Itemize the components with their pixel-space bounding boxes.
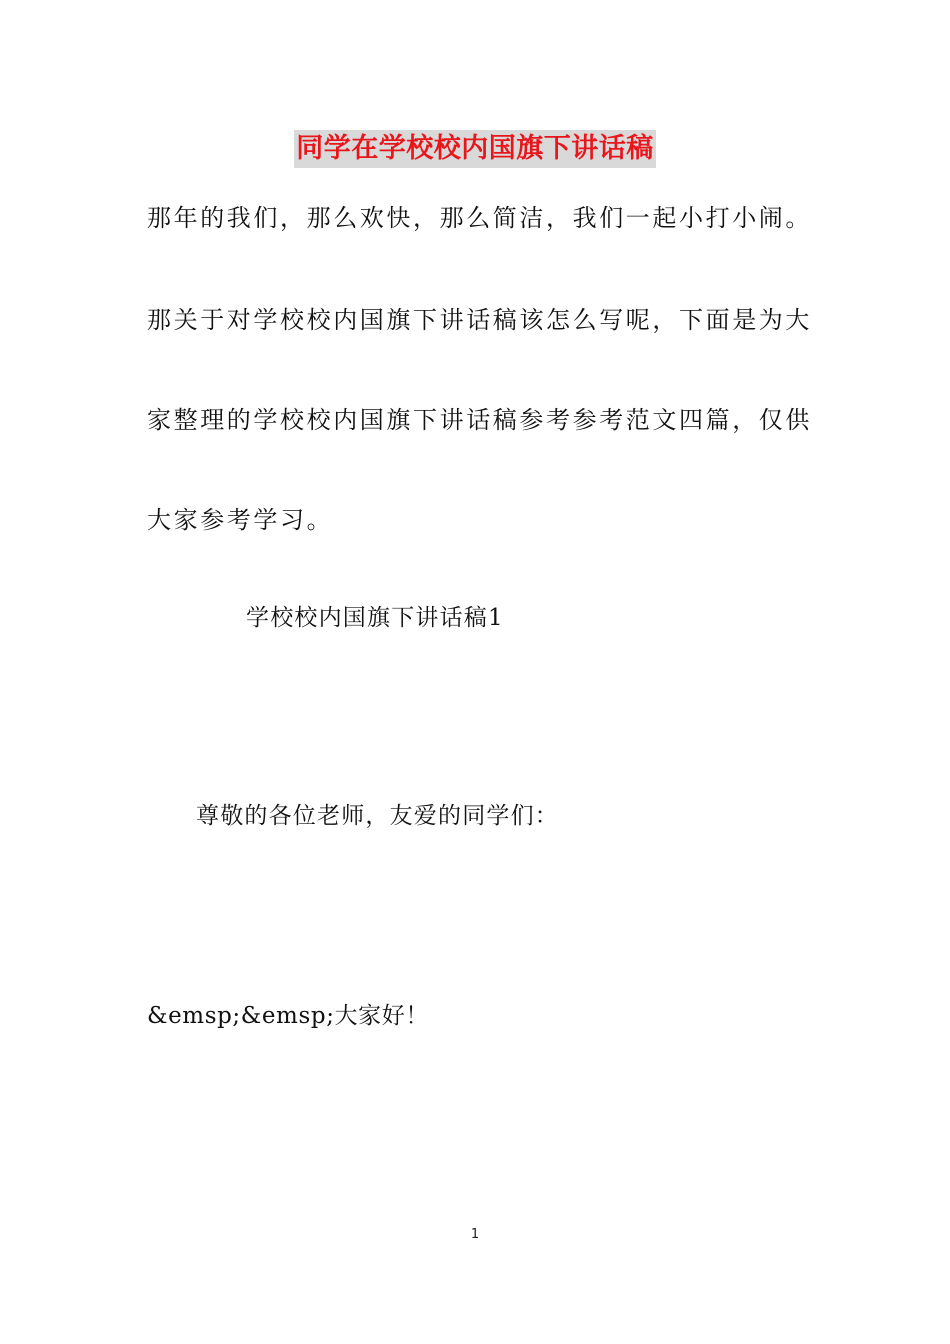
intro-paragraph-line-3: 家整理的学校校内国旗下讲话稿参考参考范文四篇，仅供 [147,406,812,434]
document-title: 同学在学校校内国旗下讲话稿 [294,130,656,168]
page-number: 1 [470,1227,480,1242]
intro-paragraph-line-4: 大家参考学习。 [147,506,334,534]
greeting: &emsp;&emsp;大家好！ [147,1003,429,1029]
title-container [0,130,950,168]
section-heading: 学校校内国旗下讲话稿1 [246,605,504,631]
intro-paragraph-line-1: 那年的我们，那么欢快，那么简洁，我们一起小打小闹。 [147,204,812,232]
intro-paragraph-line-2: 那关于对学校校内国旗下讲话稿该怎么写呢，下面是为大 [147,306,812,334]
salutation: 尊敬的各位老师，友爱的同学们： [196,803,559,829]
